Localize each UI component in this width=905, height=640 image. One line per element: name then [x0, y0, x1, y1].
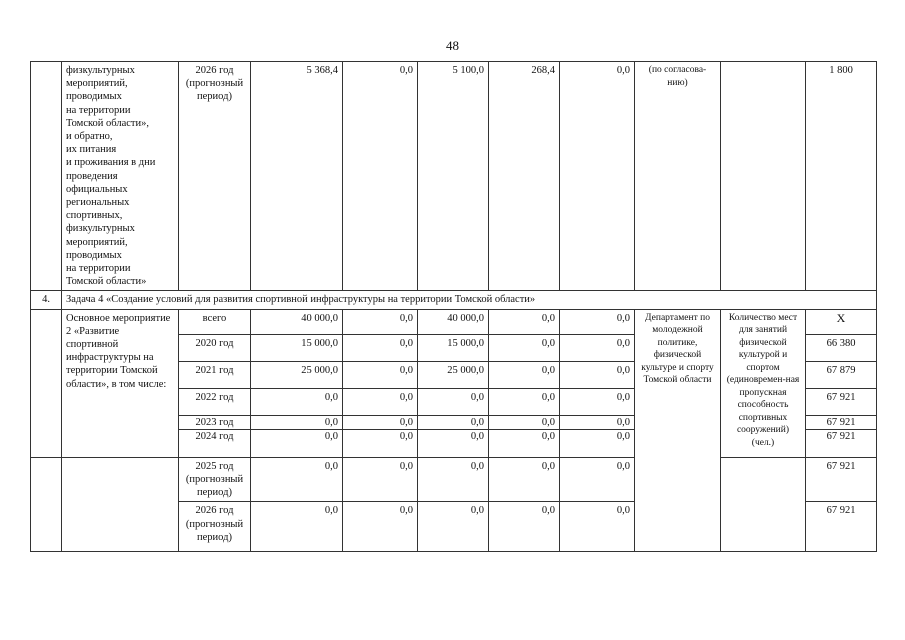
other-cell: 0,0 — [560, 334, 635, 361]
measure-name-line: проводимых — [66, 249, 122, 261]
measure-name-cell — [62, 62, 179, 291]
regional-cell: 0,0 — [418, 457, 489, 502]
other-cell: 0,0 — [560, 309, 635, 334]
total-cell: 40 000,0 — [251, 309, 343, 334]
measure-name-line: их питания — [66, 144, 117, 156]
measure-name-line: на территории — [66, 263, 131, 275]
federal-cell: 0,0 — [343, 309, 418, 334]
regional-cell: 5 100,0 — [418, 62, 489, 291]
regional-cell: 40 000,0 — [418, 309, 489, 334]
measure-name-line: региональных — [66, 197, 130, 209]
regional-cell: 0,0 — [418, 429, 489, 457]
value-cell: 1 800 — [806, 62, 877, 291]
local-cell: 0,0 — [489, 334, 560, 361]
other-cell: 0,0 — [560, 457, 635, 502]
federal-cell: 0,0 — [343, 388, 418, 415]
value-cell: 66 380 — [806, 334, 877, 361]
total-cell: 0,0 — [251, 388, 343, 415]
row-number-cell — [31, 62, 62, 291]
regional-cell: 0,0 — [418, 502, 489, 552]
year-cell: 2026 год (прогнозный период) — [179, 62, 251, 291]
value-cell: 67 921 — [806, 415, 877, 429]
table-row — [31, 62, 877, 291]
measure-name-line: проведения — [66, 170, 118, 182]
executor-cell: Департамент по молодежной политике, физической культуре и спорту Томской области — [635, 309, 721, 552]
local-cell: 268,4 — [489, 62, 560, 291]
regional-cell: 15 000,0 — [418, 334, 489, 361]
value-cell: Х — [806, 309, 877, 334]
total-cell: 0,0 — [251, 502, 343, 552]
task-title: Задача 4 «Создание условий для развития спортивной инфраструктуры на территории Томской области» — [62, 291, 877, 309]
year-cell: 2021 год — [179, 361, 251, 388]
total-cell: 25 000,0 — [251, 361, 343, 388]
local-cell: 0,0 — [489, 388, 560, 415]
measure-name-line: спортивных, — [66, 210, 123, 222]
other-cell: 0,0 — [560, 388, 635, 415]
other-cell: 0,0 — [560, 415, 635, 429]
other-cell: 0,0 — [560, 502, 635, 552]
measure-name-cell: Основное мероприятие 2 «Развитие спортивной инфраструктуры на территории Томской области», в том числе: — [62, 309, 179, 457]
total-cell: 0,0 — [251, 457, 343, 502]
measure-name-line: проводимых — [66, 91, 122, 103]
federal-cell: 0,0 — [343, 62, 418, 291]
federal-cell: 0,0 — [343, 457, 418, 502]
year-cell: 2024 год — [179, 429, 251, 457]
total-cell: 15 000,0 — [251, 334, 343, 361]
indicator-cell — [721, 62, 806, 291]
year-cell: всего — [179, 309, 251, 334]
year-cell: 2023 год — [179, 415, 251, 429]
task-number: 4. — [31, 291, 62, 309]
other-cell: 0,0 — [560, 361, 635, 388]
value-cell: 67 879 — [806, 361, 877, 388]
value-cell: 67 921 — [806, 457, 877, 502]
program-table — [30, 61, 877, 552]
year-cell: 2025 год (прогнозный период) — [179, 457, 251, 502]
local-cell: 0,0 — [489, 457, 560, 502]
federal-cell: 0,0 — [343, 429, 418, 457]
measure-name-line: физкультурных — [66, 65, 135, 76]
indicator-cell — [721, 457, 806, 552]
regional-cell: 0,0 — [418, 415, 489, 429]
indicator-cell: Количество мест для занятий физической культурой и спортом (единовремен-ная пропускная способность спортивных сооружений) (чел.) — [721, 309, 806, 457]
total-cell: 0,0 — [251, 429, 343, 457]
year-cell: 2026 год (прогнозный период) — [179, 502, 251, 552]
table-row — [31, 309, 877, 334]
value-cell: 67 921 — [806, 502, 877, 552]
federal-cell: 0,0 — [343, 502, 418, 552]
row-number-cell — [31, 457, 62, 552]
local-cell: 0,0 — [489, 361, 560, 388]
row-number-cell — [31, 309, 62, 457]
local-cell: 0,0 — [489, 502, 560, 552]
page-number: 48 — [446, 38, 459, 53]
local-cell: 0,0 — [489, 309, 560, 334]
other-cell: 0,0 — [560, 429, 635, 457]
year-cell: 2022 год — [179, 388, 251, 415]
total-cell: 5 368,4 — [251, 62, 343, 291]
measure-name-line: Томской области», — [66, 117, 150, 129]
total-cell: 0,0 — [251, 415, 343, 429]
value-cell: 67 921 — [806, 388, 877, 415]
table-row — [31, 457, 877, 502]
measure-name-line: официальных — [66, 183, 128, 195]
measure-name-cell — [62, 457, 179, 552]
value-cell: 67 921 — [806, 429, 877, 457]
executor-cell: (по согласова-нию) — [635, 62, 721, 291]
regional-cell: 25 000,0 — [418, 361, 489, 388]
regional-cell: 0,0 — [418, 388, 489, 415]
measure-name-line: на территории — [66, 104, 131, 116]
measure-name-line: и проживания в дни — [66, 157, 156, 169]
federal-cell: 0,0 — [343, 361, 418, 388]
federal-cell: 0,0 — [343, 334, 418, 361]
measure-name-line: мероприятий, — [66, 78, 128, 90]
measure-name-line: физкультурных — [66, 223, 135, 235]
measure-name-line: Томской области» — [66, 276, 147, 288]
measure-name-line: мероприятий, — [66, 236, 128, 248]
year-cell: 2020 год — [179, 334, 251, 361]
measure-name-line: и обратно, — [66, 131, 113, 143]
local-cell: 0,0 — [489, 415, 560, 429]
task-row — [31, 291, 877, 309]
other-cell: 0,0 — [560, 62, 635, 291]
local-cell: 0,0 — [489, 429, 560, 457]
federal-cell: 0,0 — [343, 415, 418, 429]
